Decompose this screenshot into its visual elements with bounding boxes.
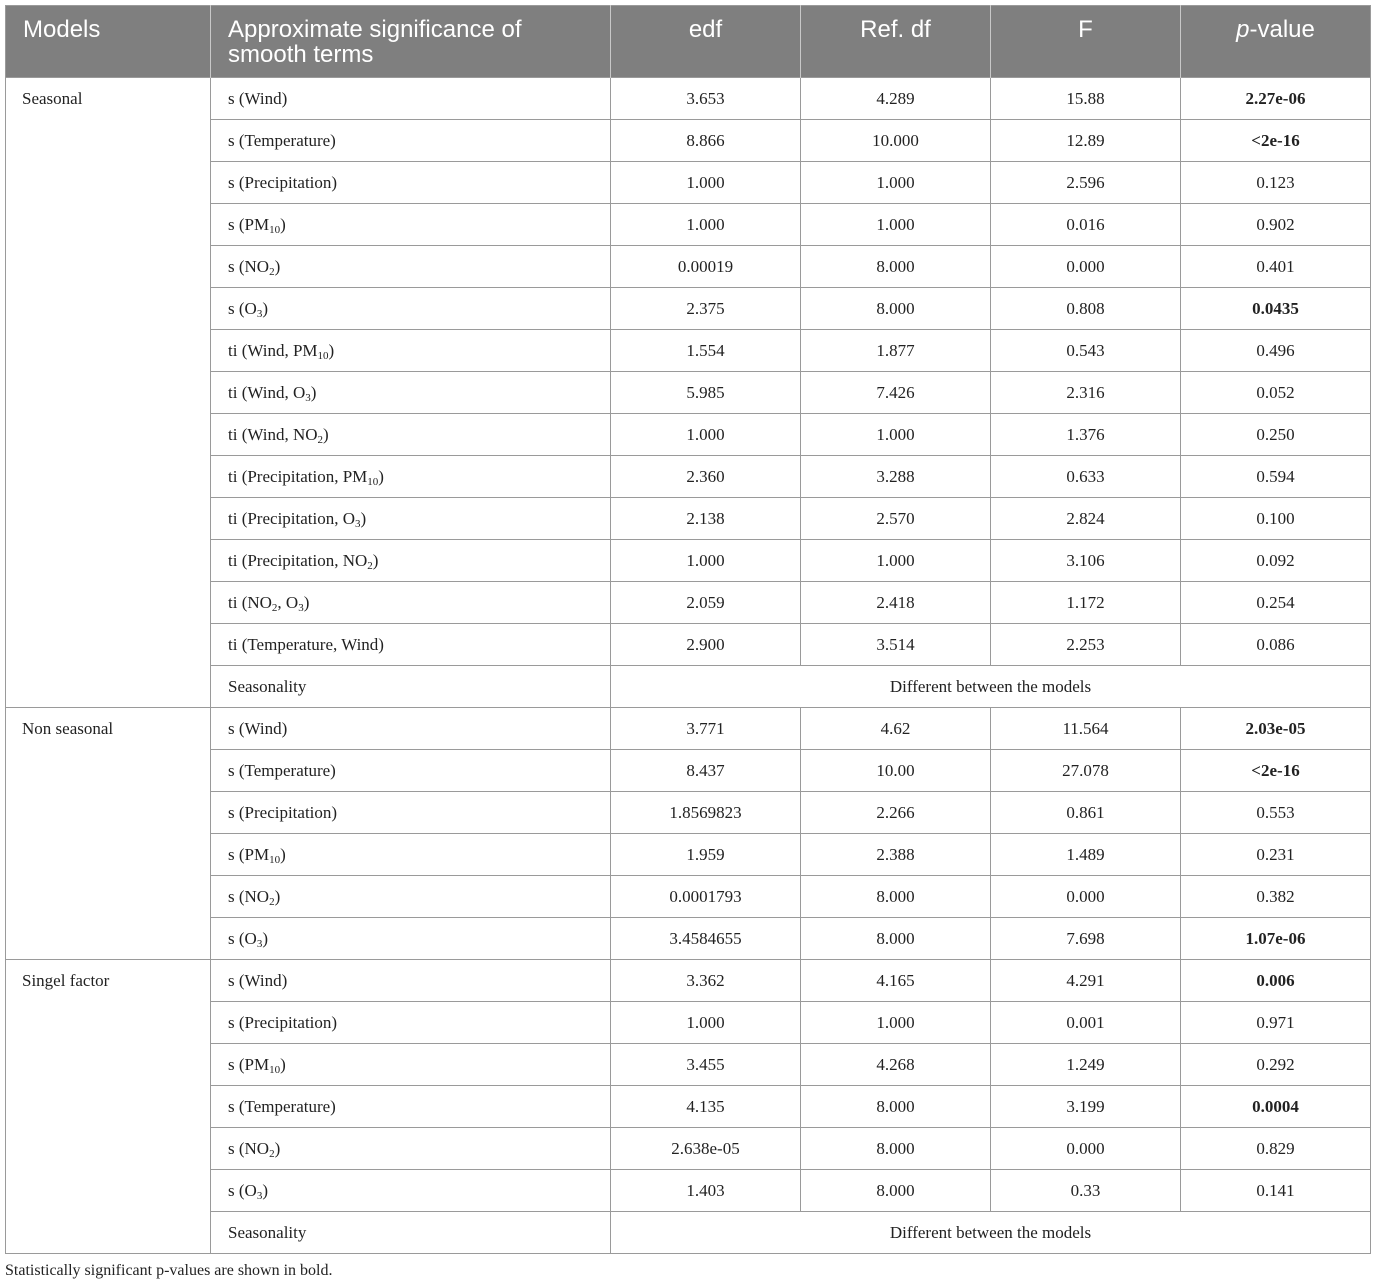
smooth-term: ti (Wind, $PM_{10}$) — [211, 330, 611, 372]
table-row — [6, 540, 1371, 582]
ref-df-value: 1.000 — [801, 1002, 991, 1044]
f-value: 0.000 — [991, 876, 1181, 918]
f-value: 0.000 — [991, 1128, 1181, 1170]
table-row — [6, 1044, 1371, 1086]
model-name: Seasonal — [6, 78, 211, 708]
smooth-term: s $(O_3)$ — [211, 918, 611, 960]
table-row — [6, 750, 1371, 792]
table-row — [6, 78, 1371, 120]
smooth-term: s $(NO_2)$ — [211, 876, 611, 918]
ref-df-value: 2.570 — [801, 498, 991, 540]
smooth-term: s $(O_3)$ — [211, 1170, 611, 1212]
seasonality-note: Different between the models — [611, 1212, 1371, 1254]
header-models: Models — [6, 6, 211, 78]
p-value: 0.496 — [1181, 330, 1371, 372]
p-value: 0.0004 — [1181, 1086, 1371, 1128]
ref-df-value: 8.000 — [801, 918, 991, 960]
seasonality-note: Different between the models — [611, 666, 1371, 708]
edf-value: 8.437 — [611, 750, 801, 792]
table-body — [6, 78, 1371, 1254]
f-value: 7.698 — [991, 918, 1181, 960]
smooth-term: s (Wind) — [211, 960, 611, 1002]
p-value: 2.03e-05 — [1181, 708, 1371, 750]
f-value: 12.89 — [991, 120, 1181, 162]
table-row — [6, 708, 1371, 750]
edf-value: 3.653 — [611, 78, 801, 120]
edf-value: 2.900 — [611, 624, 801, 666]
edf-value: 3.362 — [611, 960, 801, 1002]
header-row — [6, 6, 1371, 78]
table-row — [6, 246, 1371, 288]
edf-value: 1.403 — [611, 1170, 801, 1212]
smooth-term: s (Precipitation) — [211, 1002, 611, 1044]
f-value: 0.543 — [991, 330, 1181, 372]
smooth-term: s $(PM_{10})$ — [211, 834, 611, 876]
p-value: 0.902 — [1181, 204, 1371, 246]
table-row — [6, 876, 1371, 918]
table-row — [6, 624, 1371, 666]
edf-value: 0.00019 — [611, 246, 801, 288]
p-value: 0.382 — [1181, 876, 1371, 918]
ref-df-value: 2.418 — [801, 582, 991, 624]
edf-value: 1.000 — [611, 162, 801, 204]
edf-value: 2.360 — [611, 456, 801, 498]
p-value: 0.006 — [1181, 960, 1371, 1002]
edf-value: 1.000 — [611, 414, 801, 456]
p-value: 0.141 — [1181, 1170, 1371, 1212]
f-value: 11.564 — [991, 708, 1181, 750]
header-smooth-terms: Approximate significance of smooth terms — [211, 6, 611, 78]
p-value: 0.553 — [1181, 792, 1371, 834]
edf-value: 1.554 — [611, 330, 801, 372]
edf-value: 3.771 — [611, 708, 801, 750]
edf-value: 1.000 — [611, 204, 801, 246]
p-value: 0.292 — [1181, 1044, 1371, 1086]
p-value: 0.971 — [1181, 1002, 1371, 1044]
table-row — [6, 120, 1371, 162]
f-value: 0.808 — [991, 288, 1181, 330]
table-row — [6, 414, 1371, 456]
p-value: 0.401 — [1181, 246, 1371, 288]
smooth-term: s $(NO_2)$ — [211, 246, 611, 288]
edf-value: 4.135 — [611, 1086, 801, 1128]
edf-value: 5.985 — [611, 372, 801, 414]
f-value: 0.001 — [991, 1002, 1181, 1044]
f-value: 0.016 — [991, 204, 1181, 246]
ref-df-value: 8.000 — [801, 246, 991, 288]
smooth-term: Seasonality — [211, 1212, 611, 1254]
table-row — [6, 1128, 1371, 1170]
ref-df-value: 1.877 — [801, 330, 991, 372]
table-footnote: Statistically significant p-values are shown in bold. — [5, 1262, 333, 1279]
p-value: <2e-16 — [1181, 120, 1371, 162]
p-value: 0.0435 — [1181, 288, 1371, 330]
p-value: 1.07e-06 — [1181, 918, 1371, 960]
smooth-terms-table — [5, 5, 1371, 1254]
ref-df-value: 1.000 — [801, 162, 991, 204]
ref-df-value: 4.62 — [801, 708, 991, 750]
edf-value: 1.000 — [611, 540, 801, 582]
ref-df-value: 8.000 — [801, 1086, 991, 1128]
smooth-term: s (Wind) — [211, 708, 611, 750]
header-p-value — [1181, 6, 1371, 78]
f-value: 0.633 — [991, 456, 1181, 498]
smooth-term: s (Temperature) — [211, 750, 611, 792]
table-row — [6, 1170, 1371, 1212]
smooth-term: s $(PM_{10})$ — [211, 204, 611, 246]
ref-df-value: 4.289 — [801, 78, 991, 120]
table-row — [6, 162, 1371, 204]
p-value: 2.27e-06 — [1181, 78, 1371, 120]
table-row — [6, 582, 1371, 624]
model-name: Singel factor — [6, 960, 211, 1254]
ref-df-value: 2.266 — [801, 792, 991, 834]
p-value: <2e-16 — [1181, 750, 1371, 792]
table-row — [6, 372, 1371, 414]
f-value: 0.33 — [991, 1170, 1181, 1212]
f-value: 2.316 — [991, 372, 1181, 414]
header-ref-df: Ref. df — [801, 6, 991, 78]
f-value: 2.253 — [991, 624, 1181, 666]
header-f: F — [991, 6, 1181, 78]
table-header — [6, 6, 1371, 78]
p-value: 0.254 — [1181, 582, 1371, 624]
ref-df-value: 8.000 — [801, 1128, 991, 1170]
ref-df-value: 3.288 — [801, 456, 991, 498]
f-value: 4.291 — [991, 960, 1181, 1002]
edf-value: 2.375 — [611, 288, 801, 330]
ref-df-value: 1.000 — [801, 204, 991, 246]
ref-df-value: 3.514 — [801, 624, 991, 666]
ref-df-value: 7.426 — [801, 372, 991, 414]
table-row — [6, 792, 1371, 834]
smooth-term: ti (Temperature, Wind) — [211, 624, 611, 666]
ref-df-value: 8.000 — [801, 876, 991, 918]
ref-df-value: 4.268 — [801, 1044, 991, 1086]
smooth-term: s (Temperature) — [211, 120, 611, 162]
edf-value: 2.638e-05 — [611, 1128, 801, 1170]
smooth-term: s $(O_3)$ — [211, 288, 611, 330]
smooth-term: ti (Wind, $NO_2$) — [211, 414, 611, 456]
f-value: 15.88 — [991, 78, 1181, 120]
smooth-term: ti (Wind, $O_3$) — [211, 372, 611, 414]
table-row — [6, 498, 1371, 540]
table-row — [6, 666, 1371, 708]
table-row — [6, 456, 1371, 498]
smooth-term: ti (Precipitation, $O_3$) — [211, 498, 611, 540]
table-row — [6, 204, 1371, 246]
table-row — [6, 330, 1371, 372]
smooth-term: s (Precipitation) — [211, 792, 611, 834]
model-name: Non seasonal — [6, 708, 211, 960]
edf-value: 3.4584655 — [611, 918, 801, 960]
header-p-value-label: p-value — [1236, 16, 1315, 43]
p-value: 0.594 — [1181, 456, 1371, 498]
p-value: 0.052 — [1181, 372, 1371, 414]
edf-value: 3.455 — [611, 1044, 801, 1086]
edf-value: 1.959 — [611, 834, 801, 876]
f-value: 1.249 — [991, 1044, 1181, 1086]
f-value: 1.172 — [991, 582, 1181, 624]
f-value: 2.824 — [991, 498, 1181, 540]
smooth-term: s (Precipitation) — [211, 162, 611, 204]
ref-df-value: 2.388 — [801, 834, 991, 876]
table-row — [6, 918, 1371, 960]
p-value: 0.231 — [1181, 834, 1371, 876]
smooth-term: s $(NO_2)$ — [211, 1128, 611, 1170]
p-value: 0.092 — [1181, 540, 1371, 582]
smooth-term: Seasonality — [211, 666, 611, 708]
smooth-term: s $(PM_{10})$ — [211, 1044, 611, 1086]
f-value: 3.199 — [991, 1086, 1181, 1128]
edf-value: 2.138 — [611, 498, 801, 540]
smooth-term: s (Wind) — [211, 78, 611, 120]
ref-df-value: 4.165 — [801, 960, 991, 1002]
table-row — [6, 1212, 1371, 1254]
f-value: 27.078 — [991, 750, 1181, 792]
table-row — [6, 1002, 1371, 1044]
results-table-container — [5, 5, 1370, 1254]
f-value: 3.106 — [991, 540, 1181, 582]
table-row — [6, 834, 1371, 876]
f-value: 0.861 — [991, 792, 1181, 834]
smooth-term: s (Temperature) — [211, 1086, 611, 1128]
ref-df-value: 10.00 — [801, 750, 991, 792]
p-value: 0.250 — [1181, 414, 1371, 456]
f-value: 0.000 — [991, 246, 1181, 288]
table-row — [6, 960, 1371, 1002]
ref-df-value: 10.000 — [801, 120, 991, 162]
table-row — [6, 1086, 1371, 1128]
f-value: 1.489 — [991, 834, 1181, 876]
p-value: 0.123 — [1181, 162, 1371, 204]
edf-value: 2.059 — [611, 582, 801, 624]
edf-value: 1.000 — [611, 1002, 801, 1044]
edf-value: 8.866 — [611, 120, 801, 162]
p-value: 0.100 — [1181, 498, 1371, 540]
ref-df-value: 8.000 — [801, 288, 991, 330]
f-value: 2.596 — [991, 162, 1181, 204]
table-row — [6, 288, 1371, 330]
ref-df-value: 1.000 — [801, 540, 991, 582]
p-value: 0.086 — [1181, 624, 1371, 666]
p-value: 0.829 — [1181, 1128, 1371, 1170]
edf-value: 1.8569823 — [611, 792, 801, 834]
edf-value: 0.0001793 — [611, 876, 801, 918]
smooth-term: ti (Precipitation, $PM_{10}$) — [211, 456, 611, 498]
header-edf: edf — [611, 6, 801, 78]
ref-df-value: 1.000 — [801, 414, 991, 456]
smooth-term: ti ($NO_2$, $O_3$) — [211, 582, 611, 624]
ref-df-value: 8.000 — [801, 1170, 991, 1212]
smooth-term: ti (Precipitation, $NO_2$) — [211, 540, 611, 582]
f-value: 1.376 — [991, 414, 1181, 456]
